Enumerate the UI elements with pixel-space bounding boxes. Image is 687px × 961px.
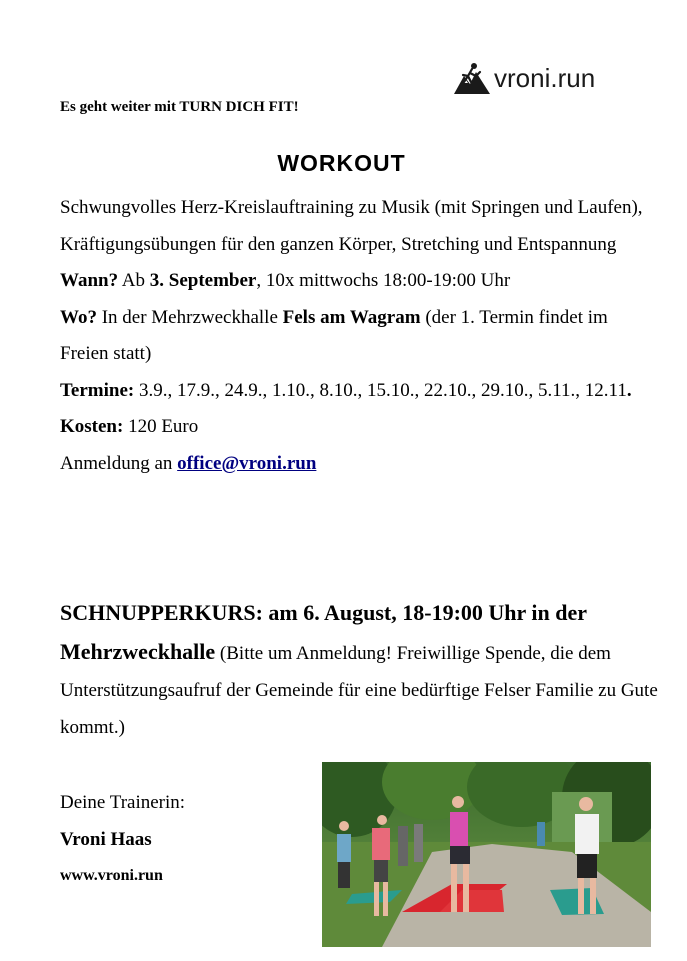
anmeldung-text: Anmeldung an [60, 452, 178, 474]
schnupperkurs-block [60, 594, 660, 746]
wann-date: 3. September [149, 270, 257, 291]
wo-pre: In der Mehrzweckhalle [96, 306, 283, 328]
wann-post: , 10x mittwochs 18:00-19:00 Uhr [256, 270, 511, 291]
wann-line [60, 263, 660, 300]
anmeldung-line [60, 446, 660, 483]
schnupperkurs-note: (Bitte um Anmeldung! Freiwillige Spende, die dem Unterstützungsaufruf der Gemeinde für eine bedürftige Felser Familie zu Gute kommt.) [60, 643, 658, 738]
kosten-line [60, 409, 660, 446]
trainer-name: Vroni Haas [60, 828, 152, 850]
wann-label: Wann? [60, 270, 119, 291]
logo-text: vroni.run [494, 62, 596, 93]
course-details [60, 190, 660, 482]
termine-end: . [626, 379, 632, 401]
runner-mountain-icon [452, 60, 492, 96]
trainer-label: Deine Trainerin: [60, 792, 186, 813]
wo-post: (der 1. Termin findet im Freien statt) [60, 306, 608, 364]
wann-pre: Ab [118, 270, 150, 291]
kosten-label: Kosten: [60, 416, 124, 437]
termine-dates: 3.9., 17.9., 24.9., 1.10., 8.10., 15.10., 22.10., 29.10., 5.11., 12.11 [134, 379, 627, 401]
termine-line [60, 373, 660, 410]
trainer-website: www.vroni.run [60, 867, 163, 884]
page-title: WORKOUT [277, 150, 406, 176]
email-link[interactable]: office@vroni.run [177, 452, 317, 474]
vroni-logo [452, 60, 595, 96]
wo-place: Fels am Wagram [282, 306, 421, 328]
description: Schwungvolles Herz-Kreislauftraining zu Musik (mit Springen und Laufen), Kräftigungsübungen für den ganzen Körper, Stretching und Entspannung [60, 197, 643, 255]
intro-line: Es geht weiter mit TURN DICH FIT! [60, 99, 299, 115]
wo-line [60, 300, 660, 373]
workout-photo [322, 762, 651, 947]
schnupperkurs-heading: SCHNUPPERKURS: am 6. August, 18-19:00 Uhr in der Mehrzweckhalle [60, 600, 587, 664]
trainer-block [60, 785, 185, 895]
wo-label: Wo? [60, 306, 97, 328]
kosten-value: 120 Euro [123, 416, 199, 437]
termine-label: Termine: [60, 379, 135, 401]
